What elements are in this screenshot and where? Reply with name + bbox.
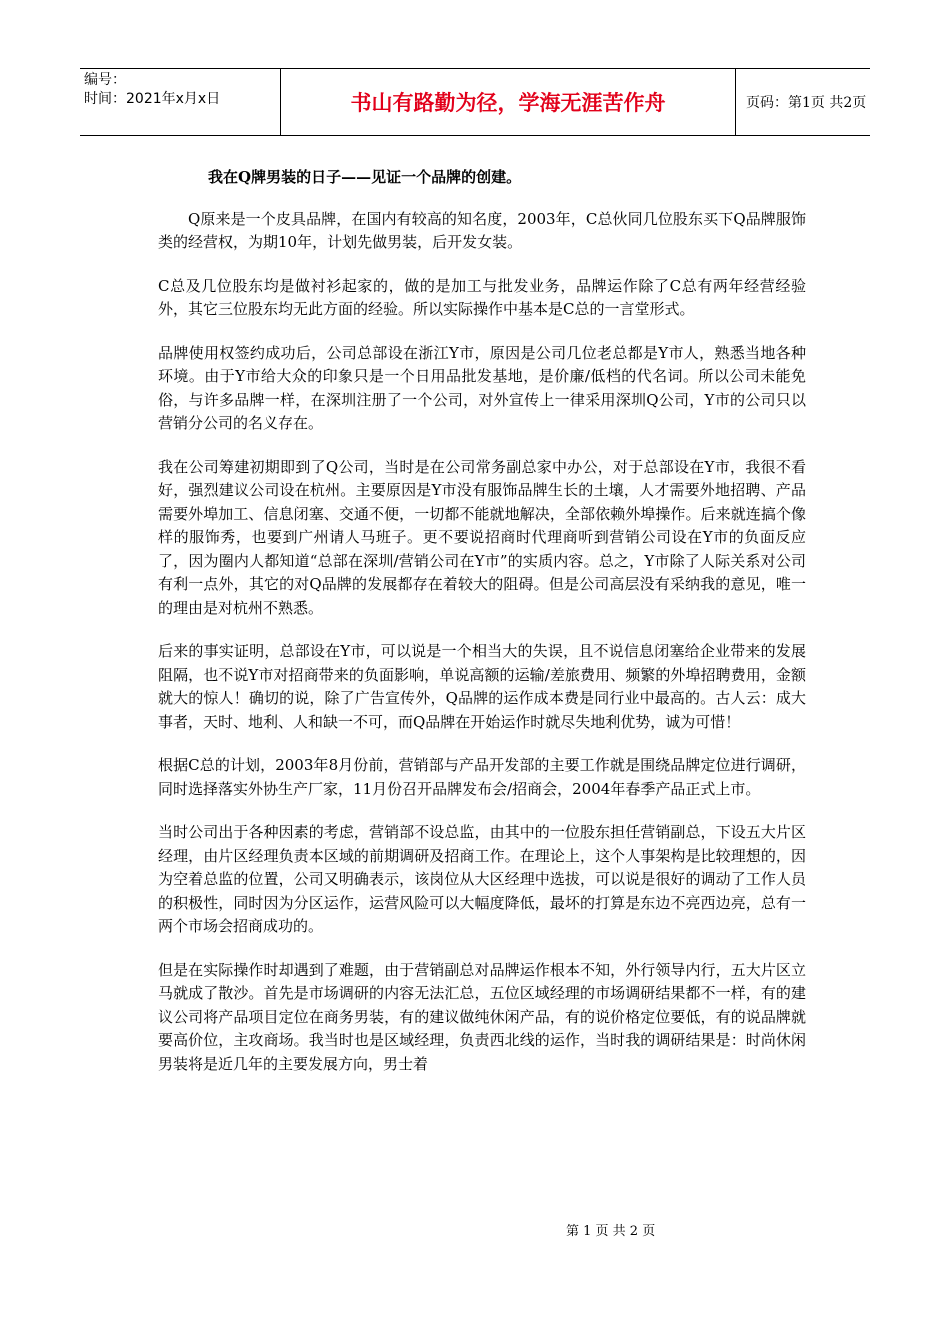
- paragraph: 当时公司出于各种因素的考虑，营销部不设总监，由其中的一位股东担任营销副总，下设五大片区经理，由片区经理负责本区域的前期调研及招商工作。在理论上，这个人事架构是比较理想的，因为空着总监的位置，公司又明确表示，该岗位从大区经理中选拔，可以说是很好的调动了工作人员的积极性，同时因为分区运作，运营风险可以大幅度降低，最坏的打算是东边不亮西边亮，总有一两个市场会招商成功的。: [158, 823, 806, 935]
- header-motto: 书山有路勤为径，学海无涯苦作舟: [280, 69, 736, 135]
- paragraph: 我在公司筹建初期即到了Q公司，当时是在公司常务副总家中办公，对于总部设在Y市，我很不看好，强烈建议公司设在杭州。主要原因是Y市没有服饰品牌生长的土壤，人才需要外地招聘、产品需要外埠加工、信息闭塞、交通不便，一切都不能就地解决，全部依赖外埠操作。后来就连搞个像样的服饰秀，也要到广州请人马班子。更不要说招商时代理商听到营销公司设在Y市的负面反应了，因为圈内人都知道“总部在深圳/营销公司在Y市”的实质内容。总之，Y市除了人际关系对公司有利一点外，其它的对Q品牌的发展都存在着较大的阻碍。但是公司高层没有采纳我的意见，唯一的理由是对杭州不熟悉。: [158, 457, 806, 617]
- header-meta: [80, 69, 280, 135]
- number-label: 编号：: [84, 72, 126, 88]
- paragraph: 根据C总的计划，2003年8月份前，营销部与产品开发部的主要工作就是围绕品牌定位进行调研，同时选择落实外协生产厂家，11月份召开品牌发布会/招商会，2004年春季产品正式上市。: [158, 756, 806, 798]
- paragraph: 后来的事实证明，总部设在Y市，可以说是一个相当大的失误，且不说信息闭塞给企业带来的发展阻隔，也不说Y市对招商带来的负面影响，单说高额的运输/差旅费用、频繁的外埠招聘费用，金额就大的惊人！确切的说，除了广告宣传外，Q品牌的运作成本费是同行业中最高的。古人云：成大事者，天时、地利、人和缺一不可，而Q品牌在开始运作时就尽失地利优势，诚为可惜！: [158, 642, 806, 731]
- paragraph: C总及几位股东均是做衬衫起家的，做的是加工与批发业务，品牌运作除了C总有两年经营经验外，其它三位股东均无此方面的经验。所以实际操作中基本是C总的一言堂形式。: [158, 276, 806, 318]
- paragraph: 品牌使用权签约成功后，公司总部设在浙江Y市，原因是公司几位老总都是Y市人，熟悉当地各种环境。由于Y市给大众的印象只是一个日用品批发基地，是价廉/低档的代名词。所以公司未能免俗，与许多品牌一样，在深圳注册了一个公司，对外宣传上一律采用深圳Q公司，Y市的公司只以营销分公司的名义存在。: [158, 343, 806, 432]
- paragraph: Q原来是一个皮具品牌，在国内有较高的知名度，2003年，C总伙同几位股东买下Q品牌服饰类的经营权，为期10年，计划先做男装，后开发女装。: [158, 209, 806, 251]
- document-title: 我在Q牌男装的日子——见证一个品牌的创建。: [208, 168, 522, 186]
- header-page-info: 页码：第1页 共2页: [746, 95, 867, 111]
- document-body: [158, 150, 806, 1096]
- date-label: 时间：2021年x月x日: [84, 91, 221, 107]
- page-footer: 第 1 页 共 2 页: [566, 1224, 656, 1239]
- paragraph: 但是在实际操作时却遇到了难题，由于营销副总对品牌运作根本不知，外行领导内行，五大片区立马就成了散沙。首先是市场调研的内容无法汇总，五位区域经理的市场调研结果都不一样，有的建议公司将产品项目定位在商务男装，有的建议做纯休闲产品，有的说价格定位要低，有的说品牌就要高价位，主攻商场。我当时也是区域经理，负责西北线的运作，当时我的调研结果是：时尚休闲男装将是近几年的主要发展方向，男士着: [158, 960, 806, 1073]
- header-table: [80, 68, 870, 136]
